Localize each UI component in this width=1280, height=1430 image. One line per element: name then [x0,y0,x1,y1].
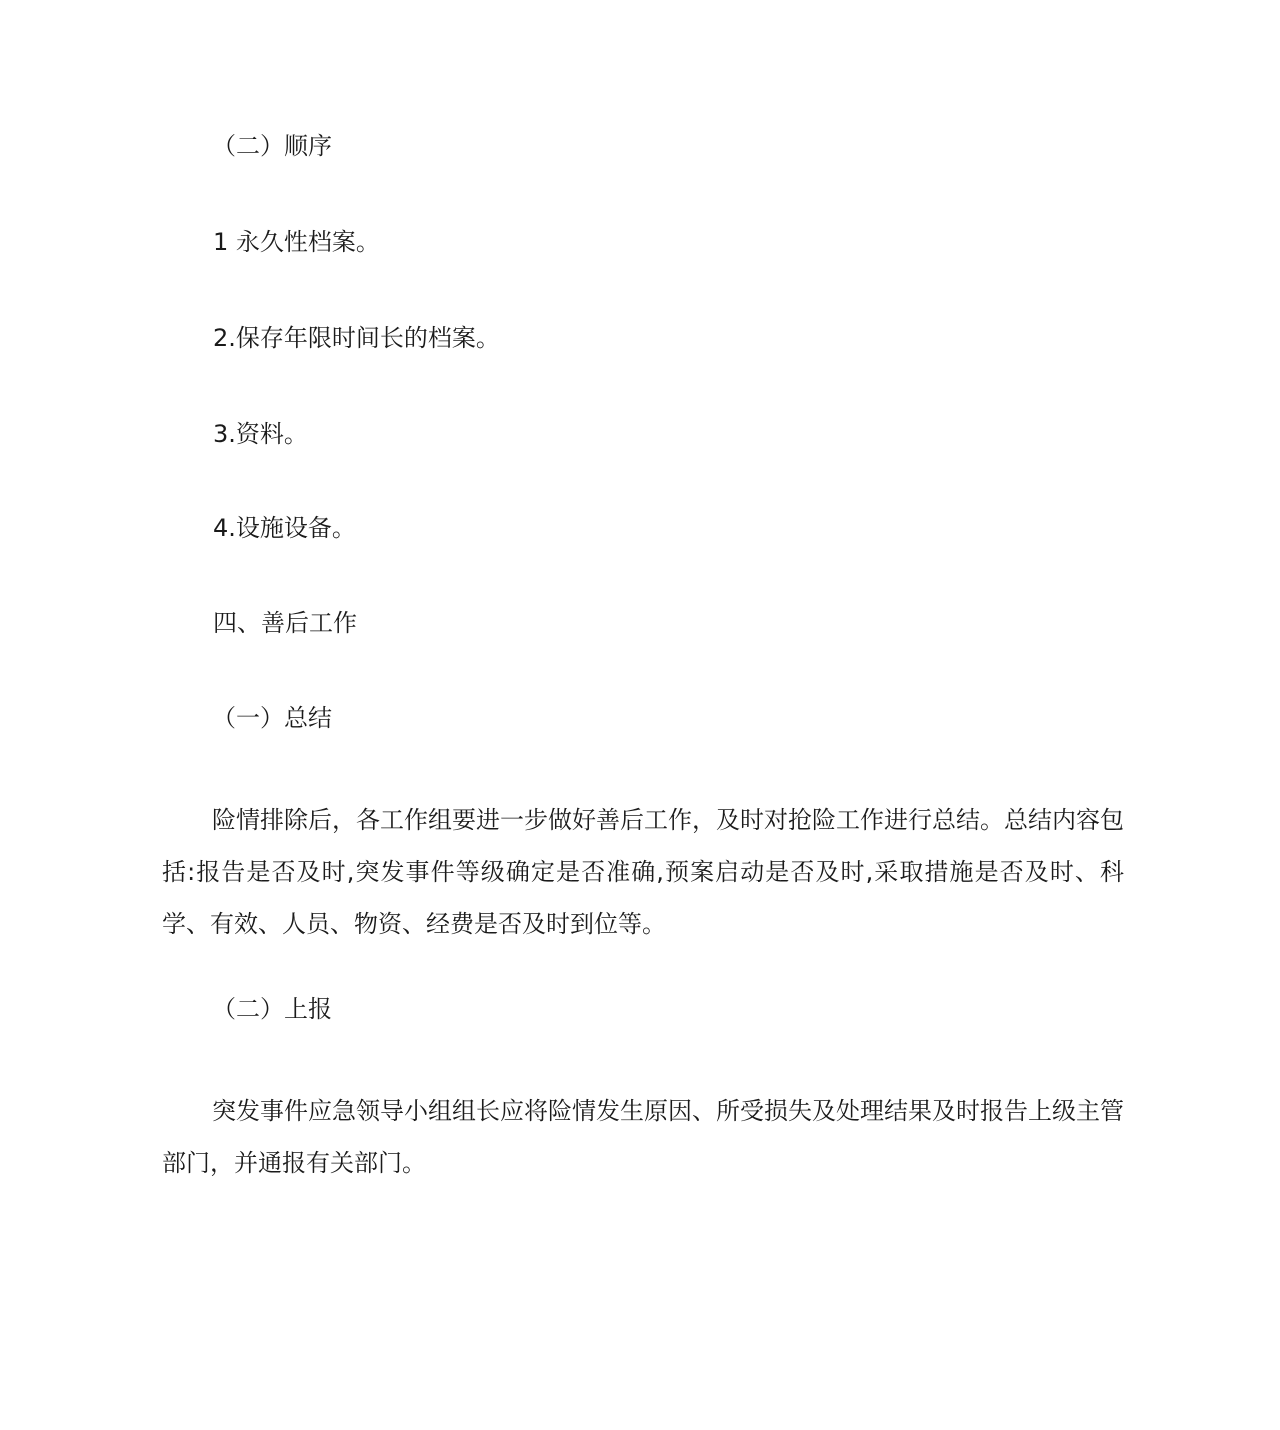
summary-paragraph: 险情排除后，各工作组要进一步做好善后工作，及时对抢险工作进行总结。总结内容包括:报告是否及时,突发事件等级确定是否准确,预案启动是否及时,采取措施是否及时、科学、有效、人员、物资、经费是否及时到位等。 [162,806,1124,938]
order-item-1: 1 永久性档案。 [213,228,380,256]
order-item-4: 4.设施设备。 [213,514,356,542]
order-item-3: 3.资料。 [213,420,308,448]
order-item-2: 2.保存年限时间长的档案。 [213,324,500,352]
section-heading-aftermath: 四、善后工作 [213,609,357,637]
report-paragraph: 突发事件应急领导小组组长应将险情发生原因、所受损失及处理结果及时报告上级主管部门，并通报有关部门。 [162,1097,1124,1177]
summary-heading: （一）总结 [212,704,332,732]
order-heading: （二）顺序 [212,132,332,160]
report-heading: （二）上报 [212,995,332,1023]
